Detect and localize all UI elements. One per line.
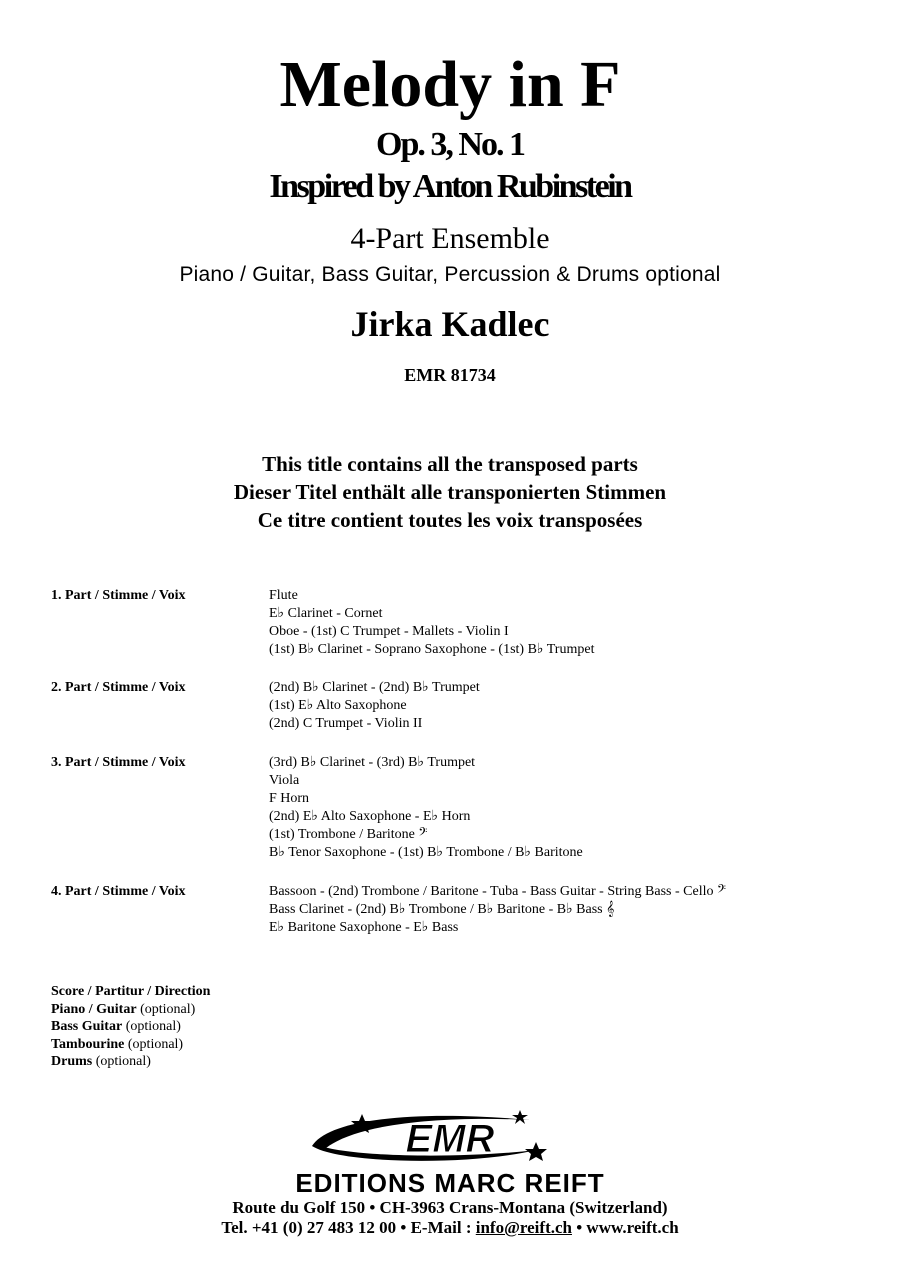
part-2-instruments [269,679,480,733]
catalog-number: EMR 81734 [404,365,496,385]
part-4-instruments [269,883,726,937]
part-1-instruments [269,587,594,659]
list-item: Flute [269,588,298,603]
transposed-note-en: This title contains all the transposed parts [262,452,638,476]
score-item: Piano / Guitar (optional) [51,1001,196,1017]
opus-number: Op. 3, No. 1 [376,126,524,163]
part-4-label: 4. Part / Stimme / Voix [51,884,186,899]
list-item: (2nd) E♭ Alto Saxophone - E♭ Horn [269,809,471,824]
emr-logo-icon [300,1106,600,1166]
score-item: Tambourine (optional) [51,1036,184,1052]
list-item: Viola [269,773,300,788]
publisher-contact: Tel. +41 (0) 27 483 12 00 • E-Mail : info@reift.ch • www.reift.ch [221,1218,679,1237]
list-item: (1st) Trombone / Baritone 𝄢 [269,827,428,842]
publisher-name: EDITIONS MARC REIFT [295,1168,605,1198]
list-item: E♭ Clarinet - Cornet [269,606,383,621]
list-item: B♭ Tenor Saxophone - (1st) B♭ Trombone / B♭ Baritone [269,845,583,860]
transposed-note-de: Dieser Titel enthält alle transponierten Stimmen [233,480,667,504]
publisher-address: Route du Golf 150 • CH-3963 Crans-Montana (Switzerland) [232,1198,668,1217]
list-item: (1st) E♭ Alto Saxophone [269,698,407,713]
part-3-label: 3. Part / Stimme / Voix [51,755,186,770]
list-item: Bassoon - (2nd) Trombone / Baritone - Tuba - Bass Guitar - String Bass - Cello 𝄢 [269,884,726,899]
score-list [51,983,210,1071]
part-2-label: 2. Part / Stimme / Voix [51,680,186,695]
transposed-note-fr: Ce titre contient toutes les voix transposées [257,508,643,532]
list-item: (3rd) B♭ Clarinet - (3rd) B♭ Trumpet [269,755,476,770]
score-item: Bass Guitar (optional) [51,1019,181,1034]
instrumentation: Piano / Guitar, Bass Guitar, Percussion & Drums optional [179,263,721,286]
inspired-by: Inspired by Anton Rubinstein [269,168,631,205]
logo-text: EMR [405,1117,495,1161]
part-3-instruments [269,754,583,862]
score-item: Drums (optional) [51,1054,151,1069]
list-item: (2nd) C Trumpet - Violin II [269,716,423,731]
list-item: E♭ Baritone Saxophone - E♭ Bass [269,920,459,935]
list-item: Oboe - (1st) C Trumpet - Mallets - Violin I [269,624,509,639]
list-item: (2nd) B♭ Clarinet - (2nd) B♭ Trumpet [269,680,480,695]
list-item: Bass Clarinet - (2nd) B♭ Trombone / B♭ Baritone - B♭ Bass 𝄞 [269,902,615,917]
list-item: F Horn [269,791,310,806]
score-item: Score / Partitur / Direction [51,984,211,999]
ensemble-type: 4-Part Ensemble [350,222,550,255]
list-item: (1st) B♭ Clarinet - Soprano Saxophone - (1st) B♭ Trumpet [269,642,595,657]
part-1-label: 1. Part / Stimme / Voix [51,588,186,603]
transposed-note [0,450,900,534]
composer-name: Jirka Kadlec [350,304,550,344]
email-link[interactable]: info@reift.ch [475,1218,572,1237]
page-title: Melody in F [279,48,621,121]
